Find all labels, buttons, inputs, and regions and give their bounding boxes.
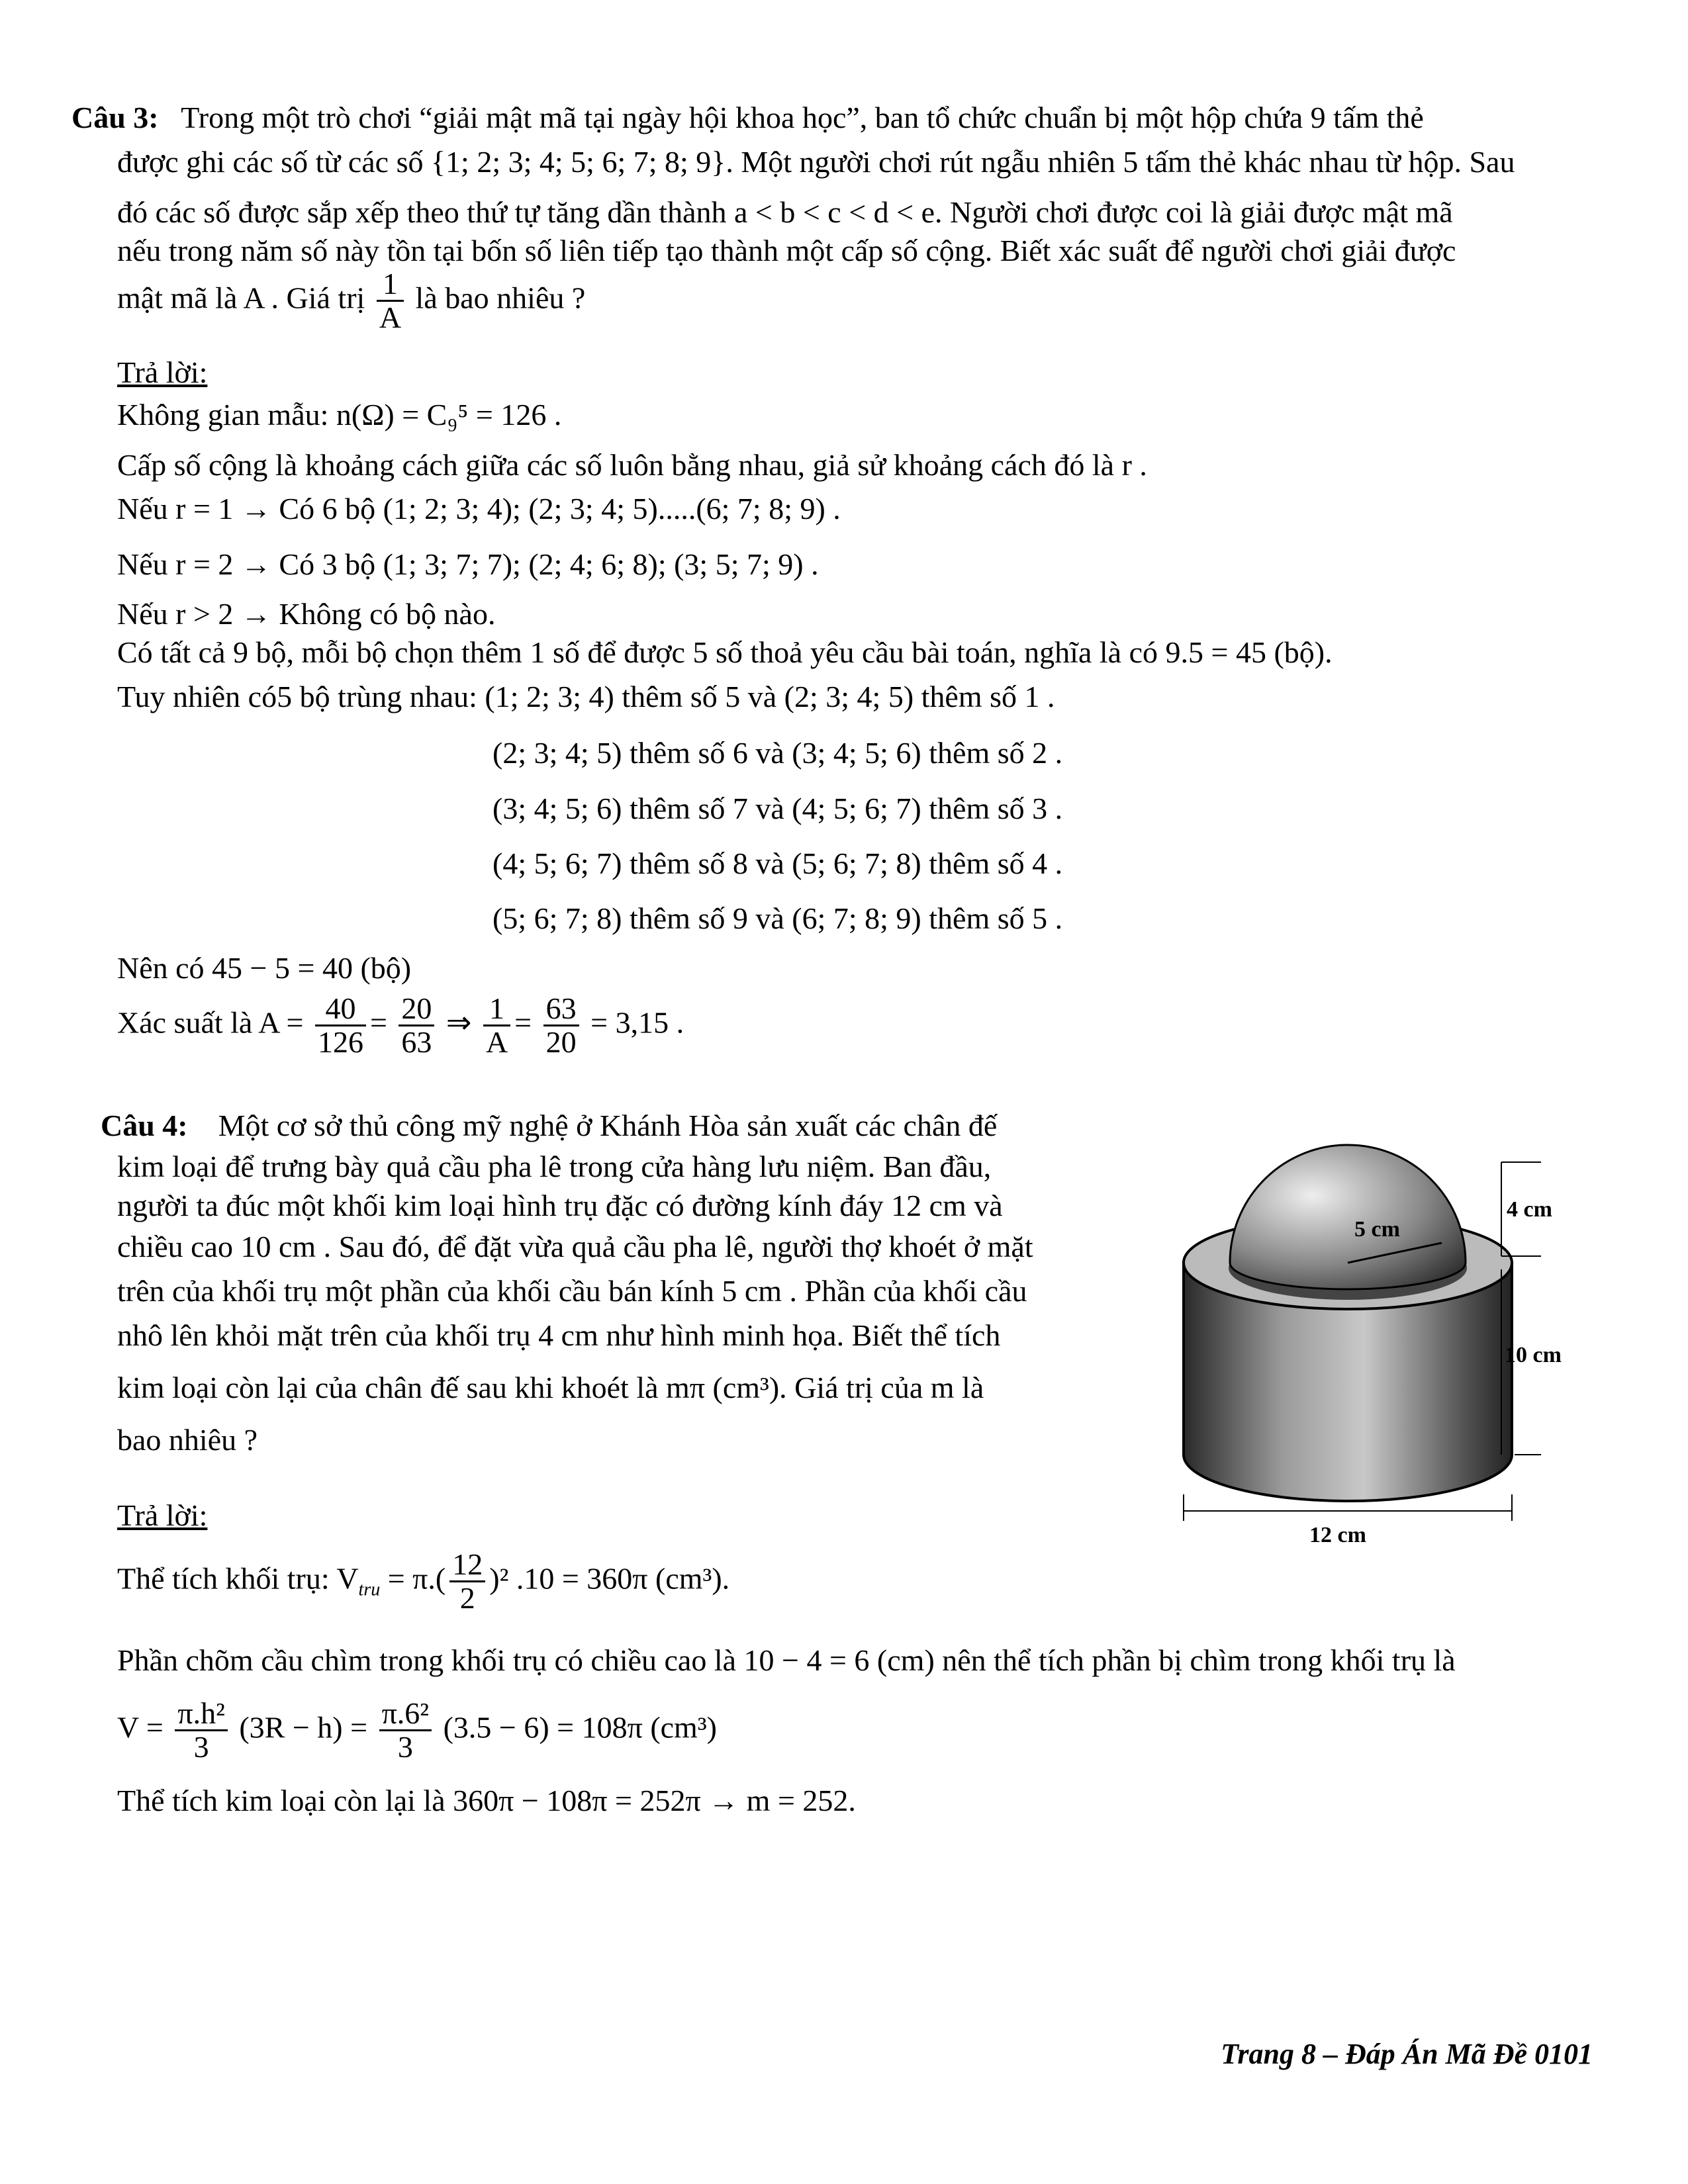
denominator: 3 [193,1730,209,1764]
text: ² .10 = 360π (cm³). [499,1561,730,1596]
question-text: Một cơ sở thủ công mỹ nghệ ở Khánh Hòa sản xuất các chân đế [218,1109,998,1142]
answer-label: Trả lời: [117,1498,208,1532]
cap-volume-line [117,1698,717,1764]
fraction [483,993,510,1059]
answer-line: Có tất cả 9 bộ, mỗi bộ chọn thêm 1 số để được 5 số thoả yêu cầu bài toán, nghĩa là có 9.5 = 45 (bộ). [117,635,1333,669]
question-3 [71,103,1424,133]
text: = π. [380,1561,436,1596]
answer-line: Nếu r = 1 → Có 6 bộ (1; 2; 3; 4); (2; 3; 4; 5).....(6; 7; 8; 9) . [117,492,841,525]
answer-label: Trả lời: [117,355,208,389]
denominator: 63 [401,1025,432,1060]
implies-symbol: ⇒ [445,1005,472,1040]
text: (3.5 − 6) = 108π (cm³) [443,1710,717,1745]
duplicate-row: (4; 5; 6; 7) thêm số 8 và (5; 6; 7; 8) thêm số 4 . [492,846,1063,880]
text: Thể tích khối trụ: V [117,1561,359,1596]
question-text: kim loại để trưng bày quả cầu pha lê trong cửa hàng lưu niệm. Ban đầu, [117,1150,992,1183]
question-4 [101,1111,997,1141]
question-text: người ta đúc một khối kim loại hình trụ đặc có đường kính đáy 12 cm và [117,1189,1003,1222]
numerator: 12 [449,1549,485,1582]
cap-line: Phần chõm cầu chìm trong khối trụ có chiều cao là 10 − 4 = 6 (cm) nên thể tích phần bị chìm trong khối trụ là [117,1643,1456,1677]
answer-line: Cấp số cộng là khoảng cách giữa các số luôn bằng nhau, giả sử khoảng cách đó là r . [117,448,1147,482]
numerator: 1 [483,993,510,1026]
fraction [399,993,434,1059]
fraction [377,268,404,334]
question-text: nhô lên khỏi mặt trên của khối trụ 4 cm như hình minh họa. Biết thể tích [117,1318,1001,1352]
numerator: 1 [377,268,404,302]
question-text: kim loại còn lại của chân đế sau khi khoét là mπ (cm³). Giá trị của m là [117,1371,984,1404]
answer-line: Nếu r > 2 → Không có bộ nào. [117,597,496,631]
page-footer: Trang 8 – Đáp Án Mã Đề 0101 [1221,2038,1593,2070]
duplicate-row: (2; 3; 4; 5) thêm số 6 và (3; 4; 5; 6) thêm số 2 . [492,736,1063,770]
duplicate-row: (3; 4; 5; 6) thêm số 7 và (4; 5; 6; 7) thêm số 3 . [492,792,1063,825]
answer-line: Tuy nhiên có5 bộ trùng nhau: (1; 2; 3; 4) thêm số 5 và (2; 3; 4; 5) thêm số 1 . [117,680,1055,713]
text: Xác suất là A = [117,1005,304,1040]
question-text: bao nhiêu ? [117,1423,258,1457]
question-text: chiều cao 10 cm . Sau đó, để đặt vừa quả cầu pha lê, người thợ khoét ở mặt [117,1230,1033,1263]
fraction [175,1698,228,1764]
label-diameter: 12 cm [1309,1523,1366,1547]
question-text: trên của khối trụ một phần của khối cầu bán kính 5 cm . Phần của khối cầu [117,1274,1027,1308]
text: V = [117,1710,164,1745]
denominator: 20 [545,1025,577,1060]
numerator: 20 [399,993,434,1026]
denominator: A [379,300,402,335]
question-text: Trong một trò chơi “giải mật mã tại ngày hội khoa học”, ban tổ chức chuẩn bị một hộp chứa 9 tấm thẻ [181,101,1424,134]
label-height: 10 cm [1505,1343,1562,1367]
denominator: 126 [317,1025,363,1060]
text: mật mã là A . Giá trị [117,281,365,315]
final-line: Thể tích kim loại còn lại là 360π − 108π = 252π → m = 252. [117,1784,856,1817]
count-line: Nên có 45 − 5 = 40 (bộ) [117,951,412,985]
duplicate-row: (5; 6; 7; 8) thêm số 9 và (6; 7; 8; 9) thêm số 5 . [492,901,1063,935]
subscript: tru [358,1579,381,1600]
numerator: 63 [543,993,579,1026]
question-text: được ghi các số từ các số {1; 2; 3; 4; 5; 6; 7; 8; 9}. Một người chơi rút ngẫu nhiên 5 tấm thẻ khác nhau từ hộp. Sau [117,145,1515,179]
question-text-last [117,268,585,334]
cylinder-hemisphere-figure [1131,1124,1568,1547]
fraction [315,993,366,1059]
probability-line: Xác suất là A = $\frac{40}{126}$ = $\frac{20}{63}$ ⇒ $\frac{1}{A}$ = $\frac{63}{20}$ = 3,15 . [117,991,684,1060]
numerator: π.6² [379,1698,432,1731]
fraction [543,993,579,1059]
fraction [379,1698,432,1764]
question-label: Câu 4: [101,1109,188,1142]
denominator: A [485,1025,508,1060]
answer-line: Không gian mẫu: n(Ω) = C₉⁵ = 126 . [117,398,562,432]
text: = 3,15 . [590,1005,684,1040]
question-text: nếu trong năm số này tồn tại bốn số liên tiếp tạo thành một cấp số cộng. Biết xác suất để người chơi giải được [117,234,1456,267]
answer-line: Nếu r = 2 → Có 3 bộ (1; 3; 7; 7); (2; 4; 6; 8); (3; 5; 7; 9) . [117,547,819,581]
numerator: 40 [315,993,366,1026]
text: là bao nhiêu ? [415,281,586,315]
fraction [449,1549,485,1615]
label-radius: 5 cm [1354,1217,1400,1242]
cylinder-volume-line: Thể tích khối trụ: $V_{tru} = \pi$.( $\frac{12}{2}$ )² .10 = 360π (cm³). [117,1547,730,1615]
question-label: Câu 3: [71,101,159,134]
text: (3R − h) = [239,1710,368,1745]
denominator: 3 [397,1730,413,1764]
question-text: đó các số được sắp xếp theo thứ tự tăng dần thành a < b < c < d < e. Người chơi được coi là giải được mật mã [117,195,1453,229]
denominator: 2 [459,1581,475,1615]
numerator: π.h² [175,1698,228,1731]
label-top: 4 cm [1507,1197,1552,1222]
hemisphere [1230,1145,1466,1289]
